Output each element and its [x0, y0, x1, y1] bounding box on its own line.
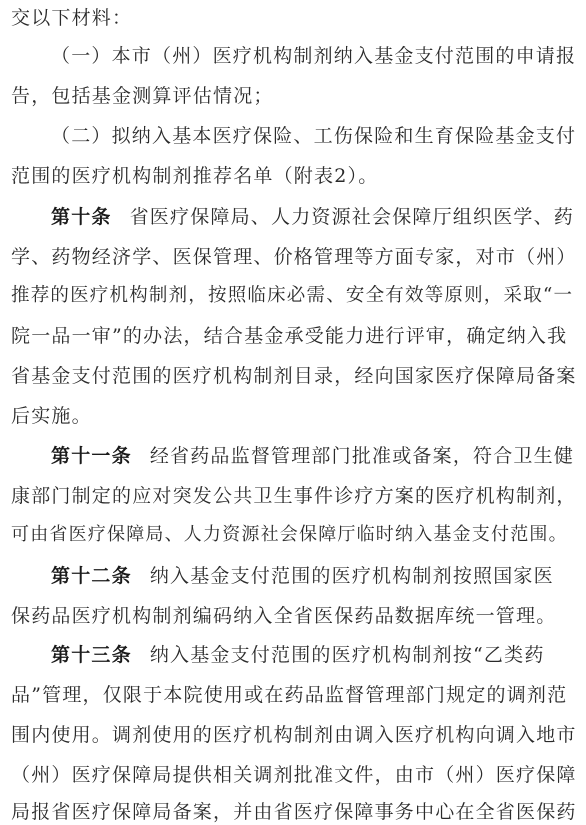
text-line: [11, 6, 132, 30]
article-heading: 第十条: [51, 206, 112, 228]
line-text: 省基金支付范围的医疗机构制剂目录，经向国家医疗保障局备案: [11, 365, 577, 387]
line-text: （一）本市（州）医疗机构制剂纳入基金支付范围的申请报: [51, 45, 577, 67]
line-text: 学、药物经济学、医保管理、价格管理等方面专家，对市（州）: [11, 246, 577, 268]
article-heading: 第十二条: [51, 565, 132, 587]
text-line: [11, 284, 573, 308]
text-line: [11, 800, 577, 824]
text-line: [11, 164, 378, 188]
line-text: 保药品医疗机构制剂编码纳入全省医保药品数据库统一管理。: [11, 605, 557, 627]
text-line: [11, 604, 556, 628]
line-text: 告，包括基金测算评估情况；: [11, 85, 274, 107]
line-text: 纳入基金支付范围的医疗机构制剂按照国家医: [149, 565, 554, 587]
text-line: [11, 763, 577, 787]
text-line: [11, 84, 274, 108]
line-text: 康部门制定的应对突发公共卫生事件诊疗方案的医疗机构制剂，: [11, 485, 577, 507]
line-text: 纳入基金支付范围的医疗机构制剂按“乙类药: [149, 644, 545, 666]
line-text: 交以下材料：: [11, 7, 133, 29]
text-line: [11, 245, 577, 269]
line-text: （州）医疗保障局提供相关调剂批准文件，由市（州）医疗保障: [11, 764, 577, 786]
text-line: [11, 324, 567, 348]
text-line: [11, 523, 568, 547]
line-text: （二）拟纳入基本医疗保险、工伤保险和生育保险基金支付: [51, 125, 577, 147]
line-text: 范围的医疗机构制剂推荐名单（附表2）。: [11, 165, 379, 187]
article-paragraph: [51, 643, 545, 667]
line-text: 院一品一审”的办法，结合基金承受能力进行评审，确定纳入我: [11, 325, 568, 347]
line-text: 省医疗保障局、人力资源社会保障厅组织医学、药: [129, 206, 575, 228]
line-text: 经省药品监督管理部门批准或备案，符合卫生健: [149, 445, 575, 467]
list-item: [51, 124, 576, 148]
text-line: [11, 364, 577, 388]
text-line: [11, 723, 577, 747]
article-paragraph: [51, 444, 574, 468]
line-text: 品”管理，仅限于本院使用或在药品监督管理部门规定的调剂范: [11, 684, 568, 706]
line-text: 局报省医疗保障局备案，并由省医疗保障事务中心在全省医保药: [11, 801, 577, 823]
article-heading: 第十三条: [51, 644, 132, 666]
line-text: 可由省医疗保障局、人力资源社会保障厅临时纳入基金支付范围。: [11, 524, 568, 545]
list-item: [51, 44, 576, 68]
article-heading: 第十一条: [51, 445, 132, 467]
line-text: 后实施。: [11, 405, 92, 427]
line-text: 推荐的医疗机构制剂，按照临床必需、安全有效等原则，采取“一: [11, 285, 574, 306]
text-line: [11, 404, 92, 428]
line-text: 围内使用。调剂使用的医疗机构制剂由调入医疗机构向调入地市: [11, 724, 577, 746]
text-line: [11, 484, 577, 508]
article-paragraph: [51, 564, 554, 588]
article-paragraph: [51, 205, 574, 229]
text-line: [11, 683, 567, 707]
